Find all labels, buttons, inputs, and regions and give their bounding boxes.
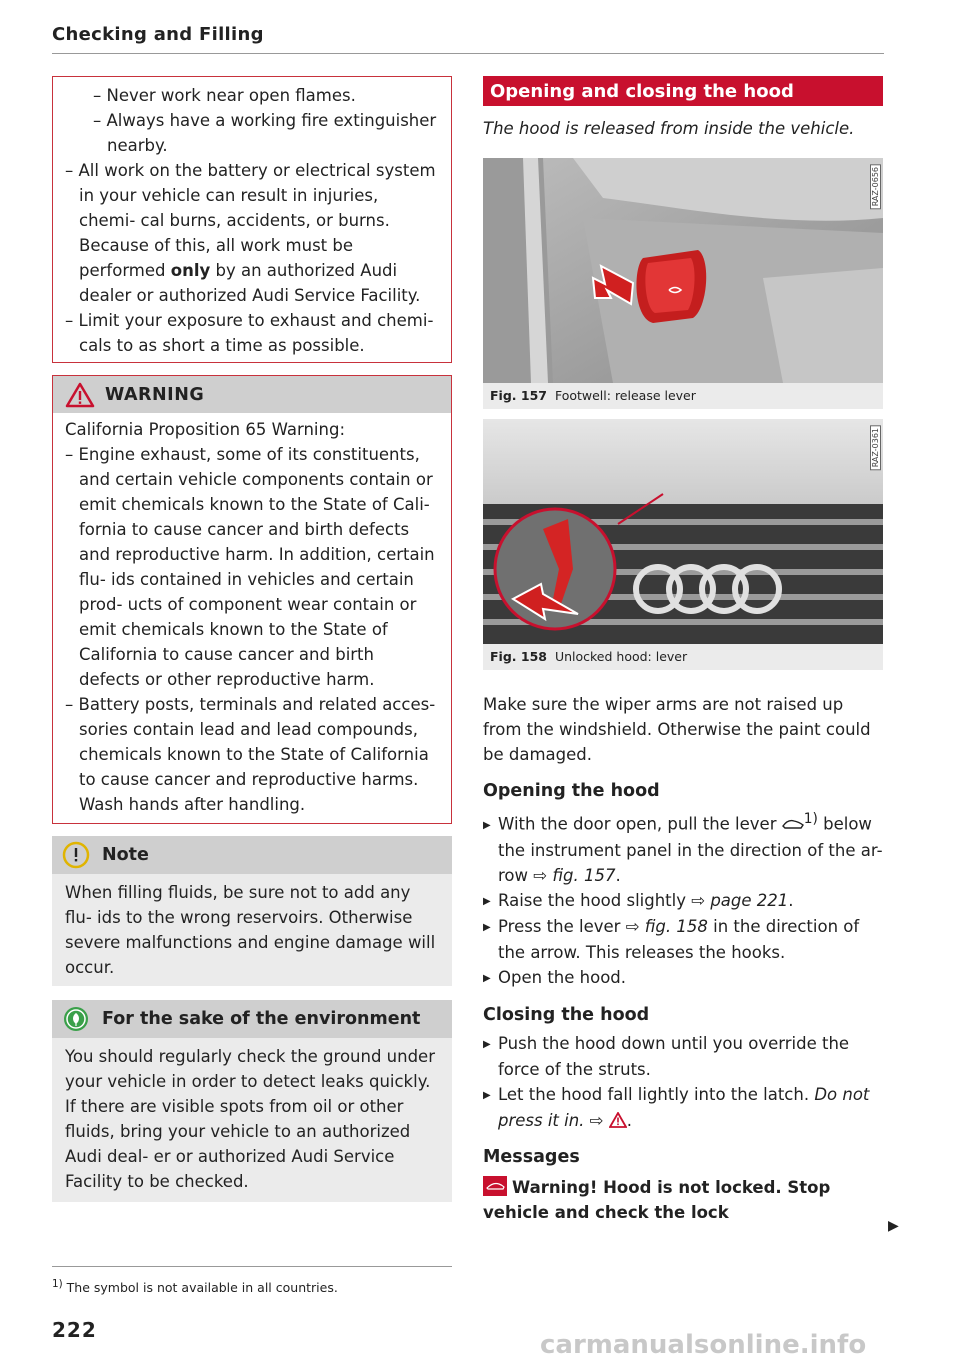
page-header [52,24,884,54]
note-body [52,874,452,986]
page-reference-link[interactable]: ⇨ page 221 [691,890,789,910]
section-intro: The hood is released from inside the vehicle. [483,119,855,138]
list-item: – All work on the battery or electrical system in your vehicle can result in injuries, chemi- cal burns, accidents, or burns. Because of this, all work must be performed only by an authorized Audi dealer or authorized Audi Service Facility. [65,161,436,305]
list-item: – Limit your exposure to exhaust and chemi- cals to as short a time as possible. [65,311,434,355]
chapter-title: Checking and Filling [52,24,264,45]
step-item: ▶ Open the hood. [483,967,627,987]
step-item: ▶ Push the hood down until you override the force of the struts. [483,1033,850,1079]
figure-label: Fig. 157 [490,388,547,403]
environment-title: For the sake of the environment [102,1009,421,1029]
list-item: – Always have a working fire extinguisher nearby. [93,111,437,155]
environment-body [52,1038,452,1202]
figure-code: RAZ-0361 [870,425,881,470]
hood-message: Warning! Hood is not locked. Stop vehicle and check the lock [483,1177,831,1222]
footnote: $^{1)}$ The symbol is not available in all countries. [52,1278,338,1296]
figure-label: Fig. 158 [490,649,547,664]
figure-code: RAZ-0656 [870,164,881,209]
right-column [483,76,883,1225]
note-exclamation-icon [62,841,90,869]
note-text: When filling fluids, be sure not to add any flu- ids to the wrong reservoirs. Otherwise severe malfunctions and engine damage will occur. [65,883,436,977]
figure-caption [483,383,883,409]
note-header [52,836,452,874]
environment-text: You should regularly check the ground under your vehicle in order to detect leaks quickly. If there are visible spots from oil or other fluids, bring your vehicle to an authorized Audi deal- er or authorized Audi Service Facility to be checked. [65,1047,435,1191]
messages-heading: Messages [483,1146,580,1167]
page-number: 222 [52,1318,97,1342]
environment-header [52,1000,452,1038]
figure-caption [483,644,883,670]
warning-triangle-icon [65,382,95,408]
unlocked-hood-lever-image [483,419,883,644]
warning-continuation-box [52,76,452,363]
list-item: – Engine exhaust, some of its constituents, and certain vehicle components contain or emit chemicals known to the State of Cali- fornia to cause cancer and birth defects and reproductive harm. In addition, certain flu- ids contained in vehicles and certain prod- ucts of component wear contain or emit chemicals known to the State of California to cause cancer and birth defects or other reproductive harm. [65,445,435,689]
note-title: Note [102,845,149,865]
left-column [52,76,452,1202]
list-item: – Battery posts, terminals and related acces- sories contain lead and lead compounds, chemicals known to the State of California to cause cancer and reproductive harms. Wash hands after handling. [65,695,436,814]
figure-caption-text: Footwell: release lever [554,388,696,403]
environment-leaf-icon [62,1005,90,1033]
watermark: carmanualsonline.info [540,1330,867,1360]
figure-caption-text: Unlocked hood: lever [554,649,688,664]
figure-reference-link[interactable]: ⇨ fig. 157 [533,865,616,885]
list-item: – Never work near open flames. [93,86,356,105]
wiper-paragraph: Make sure the wiper arms are not raised up from the windshield. Otherwise the paint could be damaged. [483,695,871,764]
figure-reference-link[interactable]: ⇨ fig. 158 [625,916,708,936]
warning-header [52,375,452,413]
step-item: ▶ Let the hood fall lightly into the latch. Do not press it in. ⇨ . [483,1084,870,1130]
step-item: ▶ Raise the hood slightly ⇨ page 221. [483,890,794,910]
warning-reference-icon[interactable] [609,1112,627,1128]
figure-158 [483,419,883,670]
closing-heading: Closing the hood [483,1004,650,1025]
hood-release-icon [782,818,804,830]
opening-heading: Opening the hood [483,781,660,801]
section-title: Opening and closing the hood [483,76,883,106]
continue-arrow-icon: ▶ [888,1218,899,1234]
step-item: ▶ Press the lever ⇨ fig. 158 in the direction of the arrow. This releases the hooks. [483,916,860,962]
footwell-release-lever-image [483,158,883,383]
figure-157 [483,158,883,409]
warning-title: WARNING [105,384,205,405]
hood-warning-icon [483,1176,507,1196]
warning-intro: California Proposition 65 Warning: [65,420,346,439]
footnote-divider [52,1266,452,1267]
warning-body [52,413,452,824]
step-item: ▶ With the door open, pull the lever $^{1)}$ below the instrument panel in the direction of the ar- row ⇨ fig. 157. [483,811,883,885]
